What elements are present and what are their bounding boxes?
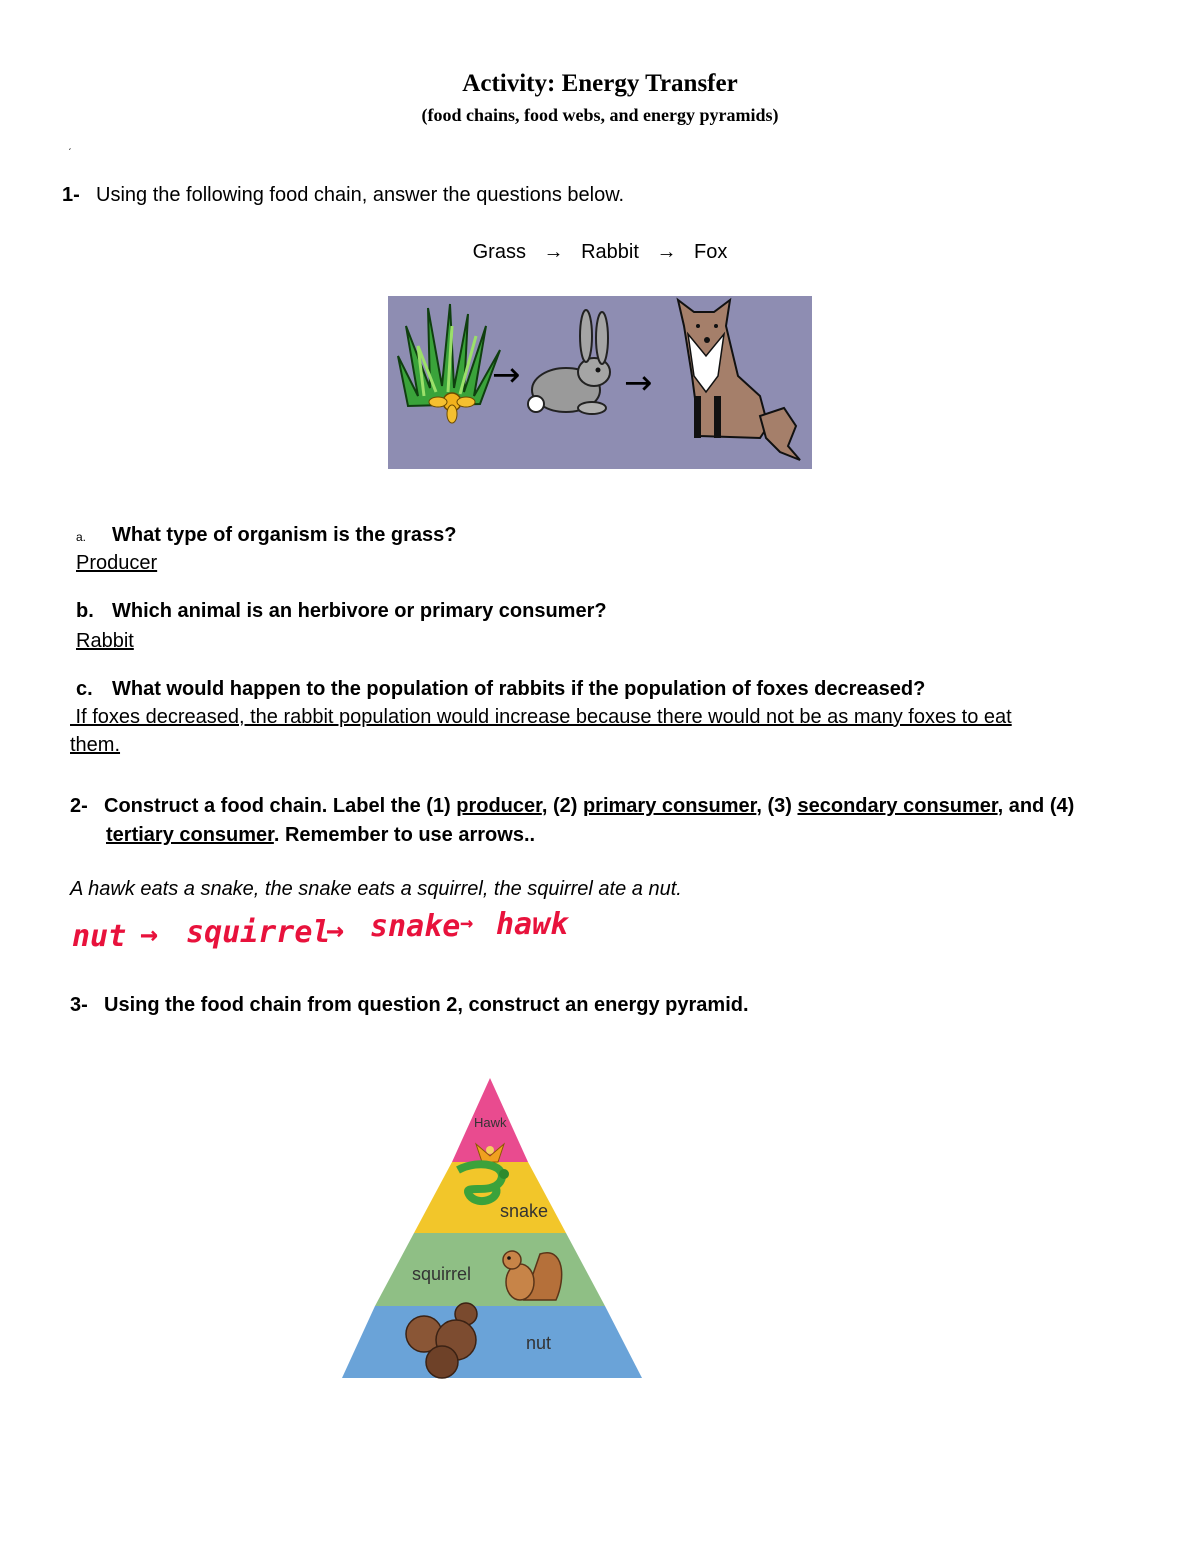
energy-pyramid <box>340 1078 644 1382</box>
stray-mark: ˏ <box>68 140 72 151</box>
chain-arrow-icon: → <box>656 241 677 263</box>
question-1a <box>76 524 457 547</box>
term-producer: producer <box>456 795 542 817</box>
question-1a-text: What type of organism is the grass? <box>112 524 457 546</box>
pyramid-label-snake: snake <box>500 1201 549 1221</box>
term-tertiary-consumer: tertiary consumer <box>106 824 274 846</box>
energy-pyramid-svg <box>340 1078 644 1382</box>
handwritten-hawk: hawk <box>496 908 569 942</box>
question-1c <box>76 678 925 701</box>
food-chain-image <box>388 296 812 469</box>
chain-item-rabbit: Rabbit <box>581 241 639 263</box>
arrow-icon: → <box>492 355 521 395</box>
question-1-number: 1- <box>62 184 80 206</box>
question-1c-text: What would happen to the population of rabbits if the population of foxes decreased? <box>112 678 926 700</box>
question-1b <box>76 600 607 623</box>
term-secondary-consumer: secondary consumer <box>797 795 998 817</box>
pyramid-level-squirrel <box>375 1233 605 1306</box>
question-2-scenario: A hawk eats a snake, the snake eats a squirrel, the squirrel ate a nut. <box>70 878 682 900</box>
food-chain-illustration <box>388 296 812 469</box>
question-1c-label: c. <box>76 678 93 700</box>
question-1-prompt: Using the following food chain, answer the questions below. <box>96 184 625 206</box>
question-2-number: 2- <box>70 795 88 817</box>
pyramid-level-nut <box>342 1306 642 1378</box>
pyramid-label-hawk: Hawk <box>474 1115 507 1130</box>
page-title: Activity: Energy Transfer <box>462 70 738 97</box>
rabbit-icon <box>528 310 610 414</box>
food-chain-text <box>0 241 1200 264</box>
handwritten-food-chain <box>70 908 610 959</box>
handwritten-arrow-icon: → <box>326 913 345 948</box>
answer-1b: Rabbit <box>76 630 134 652</box>
question-1b-text: Which animal is an herbivore or primary consumer? <box>112 600 607 622</box>
question-2 <box>70 792 1130 850</box>
question-3-number: 3- <box>70 994 88 1016</box>
handwritten-nut: nut <box>72 919 127 954</box>
fox-icon <box>678 300 800 460</box>
question-1a-label: a. <box>76 530 87 544</box>
grass-icon <box>398 304 500 423</box>
handwritten-arrow-icon: → <box>460 911 474 936</box>
chain-item-grass: Grass <box>472 241 526 263</box>
term-primary-consumer: primary consumer <box>582 795 757 817</box>
arrow-icon: → <box>624 363 653 403</box>
handwritten-squirrel: squirrel <box>186 915 331 950</box>
handwritten-food-chain-svg <box>70 908 610 954</box>
handwritten-arrow-icon: → <box>140 917 159 952</box>
question-3 <box>70 994 749 1017</box>
answer-1c-line1: If foxes decreased, the rabbit population would increase because there would not be as many foxes to eat <box>70 706 1012 728</box>
question-2-text-2: , (2) <box>541 795 583 817</box>
chain-item-fox: Fox <box>694 241 728 263</box>
question-2-text-1: Construct a food chain. Label the (1) <box>104 795 457 817</box>
question-2-text-3: , (3) <box>756 795 798 817</box>
question-2-text-4: , and (4) <box>997 795 1075 817</box>
pyramid-label-squirrel: squirrel <box>412 1264 472 1284</box>
answer-1c-line2: them. <box>70 734 121 756</box>
answer-1a: Producer <box>76 552 158 574</box>
pyramid-label-nut: nut <box>526 1333 552 1353</box>
handwritten-snake: snake <box>370 909 461 944</box>
page-subtitle: (food chains, food webs, and energy pyramids) <box>421 105 779 125</box>
question-2-text-5: . Remember to use arrows.. <box>273 824 536 846</box>
question-3-prompt: Using the food chain from question 2, construct an energy pyramid. <box>104 994 749 1016</box>
chain-arrow-icon: → <box>543 241 564 263</box>
question-1b-label: b. <box>76 600 94 622</box>
question-1 <box>62 184 624 207</box>
